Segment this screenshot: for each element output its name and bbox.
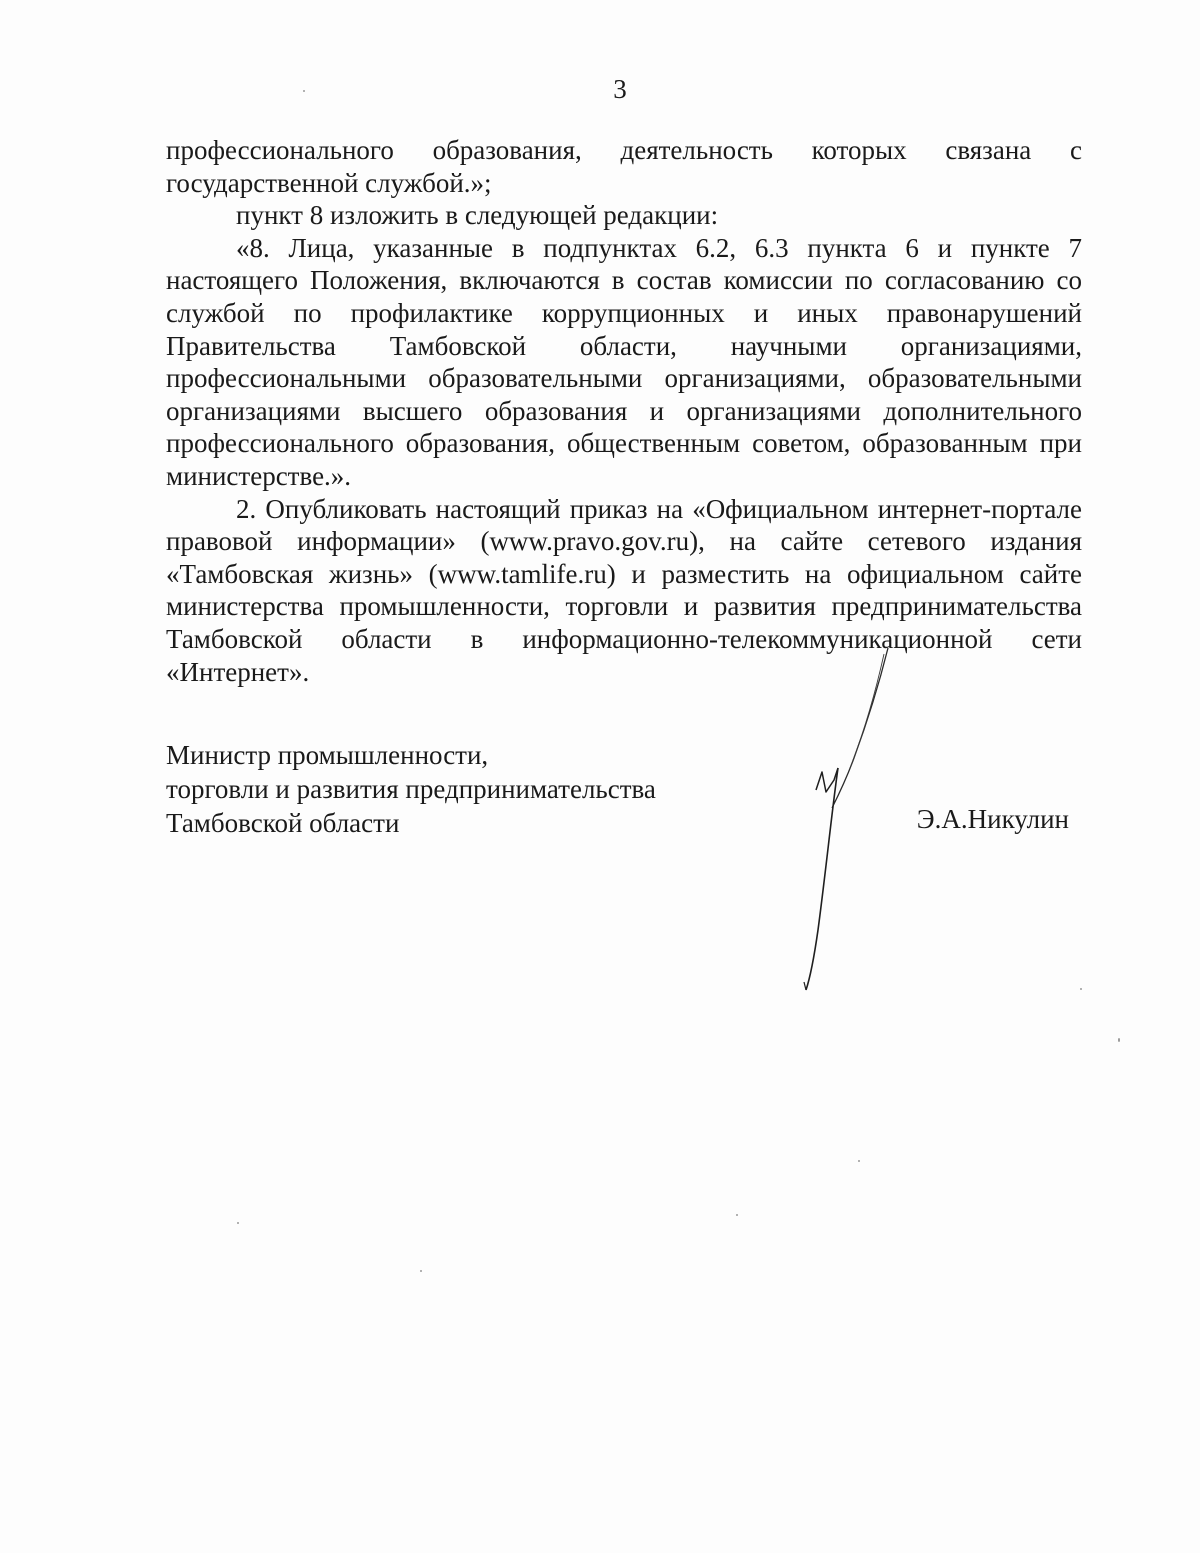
scan-speck [736,1214,738,1216]
paragraph-publish: 2. Опубликовать настоящий приказ на «Официальном интернет-портале правовой информации» (www.pravo.gov.ru), на сайте сетевого издания «Тамбовская жизнь» (www.tamlife.ru) и разместить на официальном сайте министерства промышленности, торговли и развития предпринимательства Тамбовской области в информационно-телекоммуникационной сети «Интернет». [166,493,1082,687]
scan-speck [1118,1038,1120,1042]
paragraph-continuation: профессионального образования, деятельность которых связана с государственной службой.»; [166,135,1082,198]
scan-speck [420,1270,422,1272]
signatory-name: Э.А.Никулин [916,804,1069,834]
page-number: 3 [613,74,627,104]
scan-speck [237,1222,239,1224]
paragraph-item-8-text: «8. Лица, указанные в подпунктах 6.2, 6.3 пункта 6 и пункте 7 настоящего Положения, включаются в состав комиссии по согласованию со службой по профилактике коррупционных и иных правонарушений Правительства Тамбовской области, научными организациями, профессиональными образовательными организациями, образовательными организациями высшего образования и организациями дополнительного профессионального образования, общественным советом, образованным при министерстве.». [166,232,1082,491]
handwritten-signature [780,640,920,1000]
signatory-title [166,738,656,840]
scan-speck [303,90,305,92]
scan-speck [1080,988,1082,990]
signatory-title-line: торговли и развития предпринимательства [166,774,656,804]
signatory-title-line: Министр промышленности, [166,740,489,770]
paragraph-item-8-intro: пункт 8 изложить в следующей редакции: [236,200,719,231]
document-body [166,134,1082,688]
scan-speck [858,1160,860,1162]
signatory-title-line: Тамбовской области [166,808,400,838]
